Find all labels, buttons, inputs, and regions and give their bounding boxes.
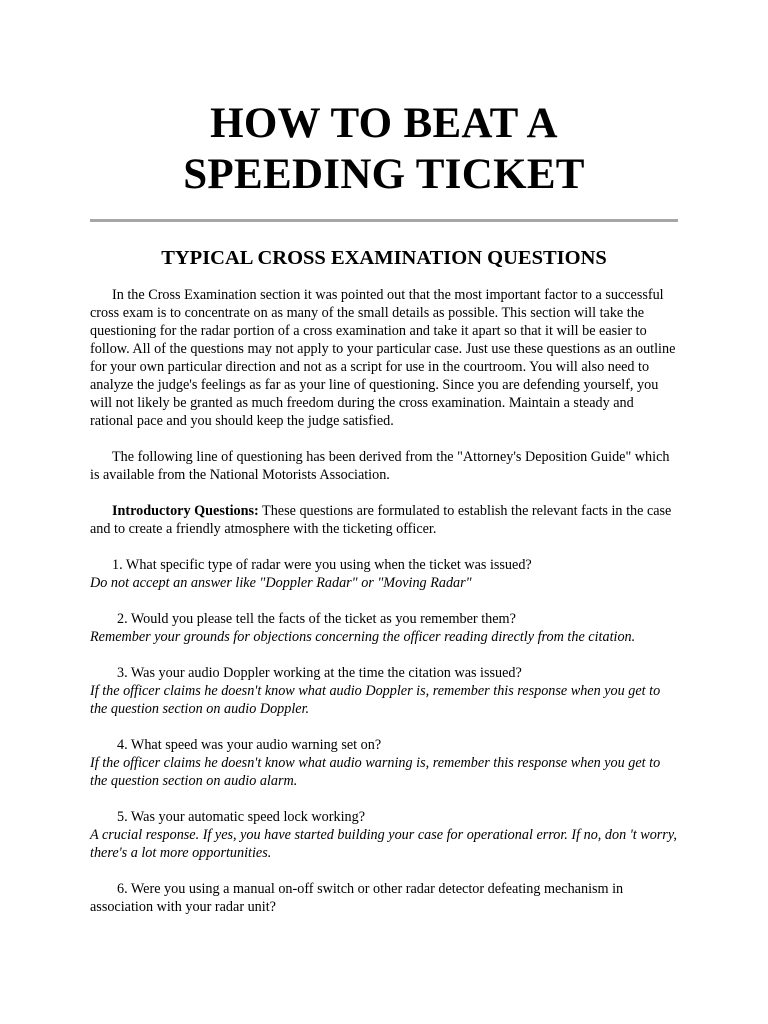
introductory-questions-paragraph	[90, 502, 678, 538]
answer-note: Do not accept an answer like "Doppler Radar" or "Moving Radar"	[90, 575, 472, 591]
introductory-questions-text: These questions are formulated to establish the relevant facts in the case and to create a friendly atmosphere with the ticketing officer.	[90, 503, 672, 537]
introductory-questions-label: Introductory Questions:	[112, 503, 259, 519]
title-line-2: SPEEDING TICKET	[183, 151, 585, 198]
source-paragraph: The following line of questioning has been derived from the "Attorney's Deposition Guide" which is available from the National Motorists Association.	[90, 449, 670, 483]
question-item	[90, 880, 678, 916]
question-text: 2. Would you please tell the facts of the ticket as you remember them?	[117, 611, 516, 627]
intro-paragraph: In the Cross Examination section it was pointed out that the most important factor to a successful cross exam is to concentrate on as many of the small details as possible. This section will take the questioning for the radar portion of a cross examination and take it apart so that it will be easier to follow. All of the questions may not apply to your particular case. Just use these questions as an outline for your own particular direction and not as a script for use in the courtroom. You will also need to analyze the judge's feelings as far as your line of questioning. Since you are defending yourself, you will not likely be granted as much freedom during the cross examination. Maintain a steady and rational pace and you should keep the judge satisfied.	[90, 287, 676, 429]
answer-note: If the officer claims he doesn't know what audio warning is, remember this response when you get to the question section on audio alarm.	[90, 755, 661, 789]
section-heading: TYPICAL CROSS EXAMINATION QUESTIONS	[161, 247, 607, 269]
question-item	[90, 736, 678, 790]
document-page	[90, 0, 678, 916]
title-divider	[90, 219, 678, 222]
question-text: 4. What speed was your audio warning set on?	[117, 737, 382, 753]
question-item	[90, 610, 678, 646]
question-text: 3. Was your audio Doppler working at the time the citation was issued?	[117, 665, 522, 681]
question-text: 6. Were you using a manual on-off switch or other radar detector defeating mechanism in association with your radar unit?	[90, 881, 624, 915]
question-item	[90, 556, 678, 592]
answer-note: If the officer claims he doesn't know what audio Doppler is, remember this response when you get to the question section on audio Doppler.	[90, 683, 661, 717]
question-text: 1. What specific type of radar were you using when the ticket was issued?	[112, 557, 532, 573]
question-item	[90, 808, 678, 862]
question-text: 5. Was your automatic speed lock working?	[117, 809, 365, 825]
answer-note: A crucial response. If yes, you have started building your case for operational error. If no, don 't worry, there's a lot more opportunities.	[90, 827, 677, 861]
document-body	[90, 286, 678, 916]
title-line-1: HOW TO BEAT A	[210, 100, 558, 147]
question-item	[90, 664, 678, 718]
document-title	[90, 98, 678, 200]
answer-note: Remember your grounds for objections concerning the officer reading directly from the citation.	[90, 629, 636, 645]
